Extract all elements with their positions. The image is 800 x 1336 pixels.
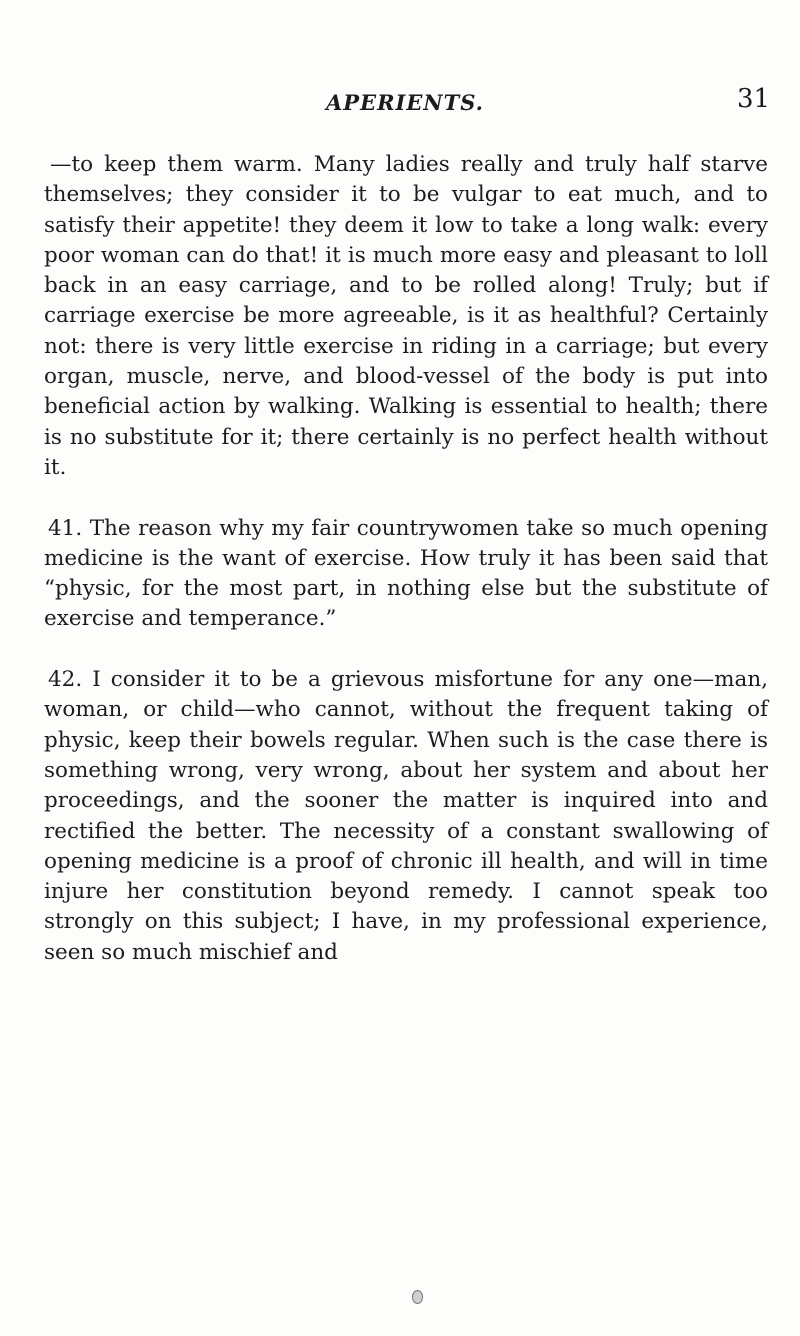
paper-blemish	[412, 1290, 423, 1304]
paragraph-continuation: —to keep them warm. Many ladies really and truly half starve themselves; they consider it to be vulgar to eat much, and to satisfy their appetite! they deem it low to take a long walk: every poor woman can do that! it is much more easy and pleasant to loll back in an easy carriage, and to be rolled along! Truly; but if carriage exercise be more agreeable, is it as healthful? Certainly not: there is very little exercise in riding in a carriage; but every organ, muscle, nerve, and blood-vessel of the body is put into beneficial action by walking. Walking is essential to health; there is no substitute for it; there certainly is no perfect health without it.	[44, 152, 768, 480]
paragraph-41: 41. The reason why my fair countrywomen take so much opening medicine is the want of exercise. How truly it has been said that “physic, for the most part, in nothing else but the substitute of exercise and temperance.”	[44, 515, 768, 632]
page-number: 31	[737, 84, 771, 114]
paragraph-42: 42. I consider it to be a grievous misfortune for any one—man, woman, or child—who cannot, without the frequent taking of physic, keep their bowels regular. When such is the case there is something wrong, very wrong, about her system and about her proceedings, and the sooner the matter is inquired into and rectified the better. The necessity of a constant swallowing of opening medicine is a proof of chronic ill health, and will in time injure her constitution beyond remedy. I cannot speak too strongly on this subject; I have, in my professional experience, seen so much mischief and	[44, 667, 768, 965]
running-title: APERIENTS.	[326, 90, 484, 115]
page-body	[44, 150, 768, 968]
